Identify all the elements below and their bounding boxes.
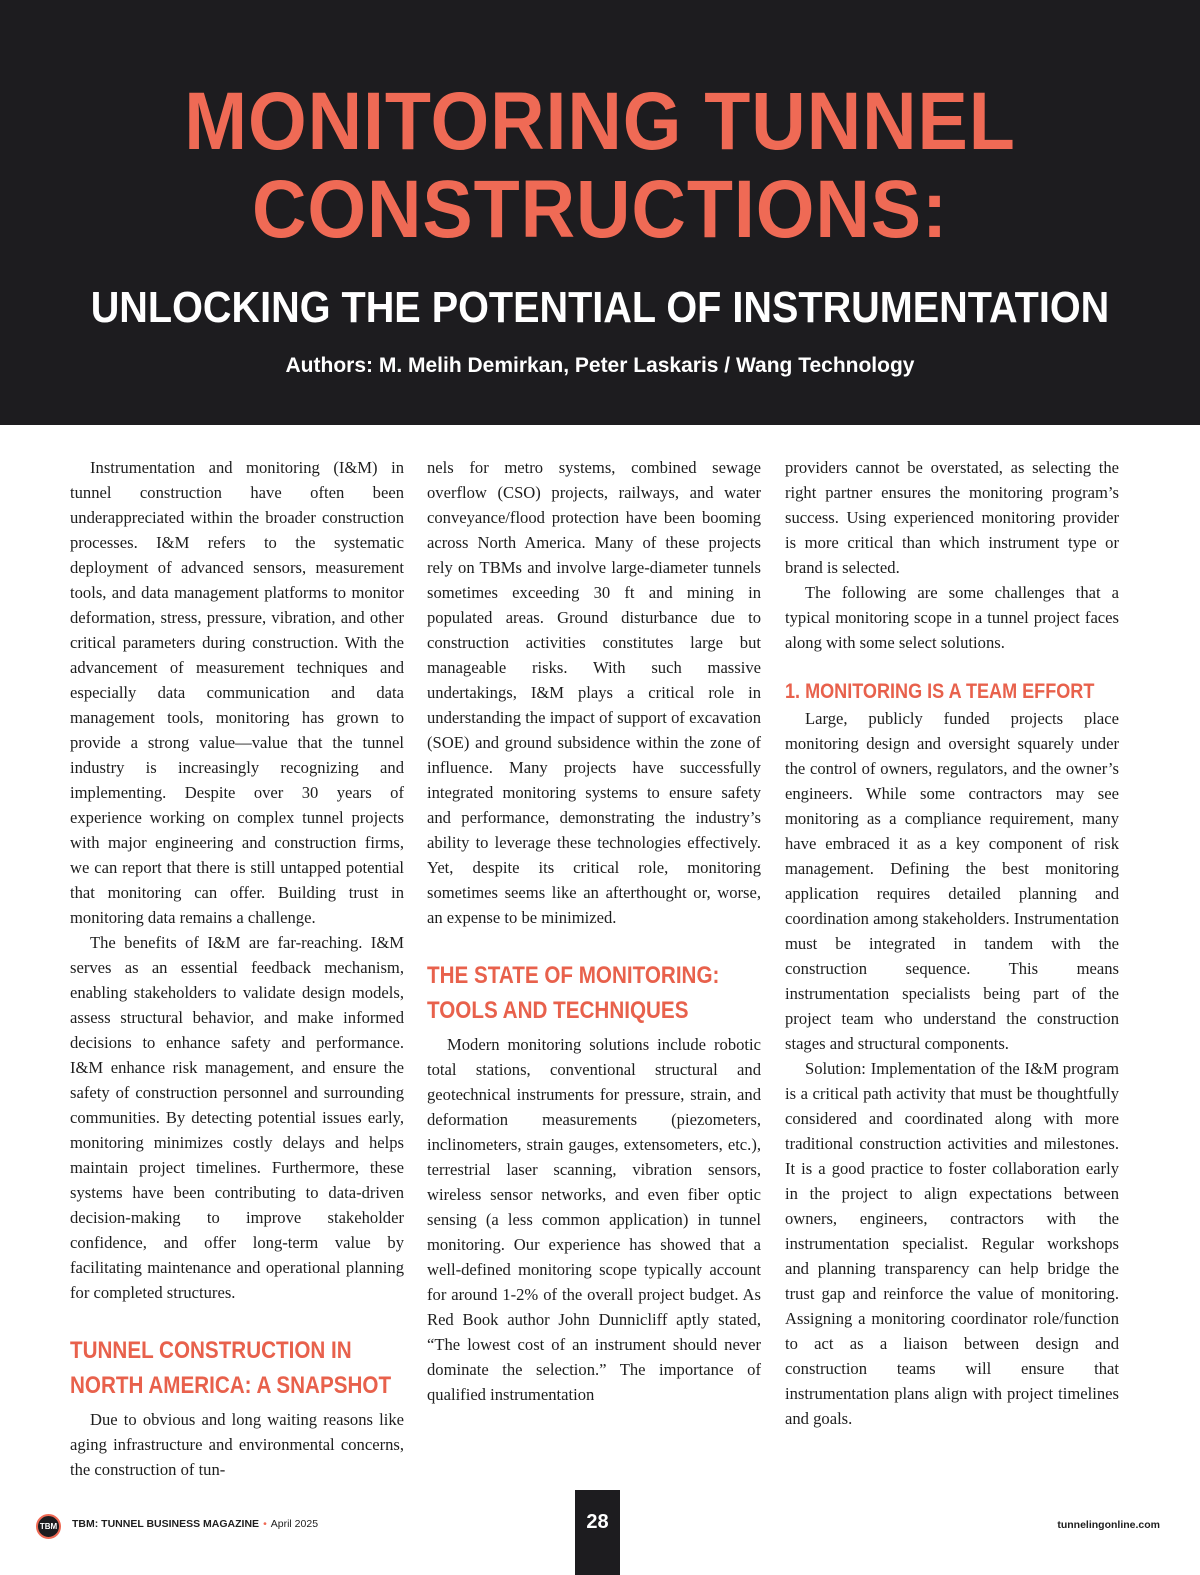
paragraph-snapshot-start: Due to obvious and long waiting reasons like aging infrastructure and environmental concerns, the construction of tun- [70, 1410, 404, 1479]
tbm-logo-icon: TBM [36, 1514, 61, 1539]
separator-dot: • [263, 1518, 267, 1530]
section-heading-state-of-monitoring [427, 958, 720, 1028]
paragraph-snapshot-cont: nels for metro systems, combined sewage overflow (CSO) projects, railways, and water conveyance/flood protection have been booming across North America. Many of these projects rely on TBMs and involve large-diameter tunnels sometimes exceeding 30 ft and mining in populated areas. Ground disturbance due to construction activities constitutes large but manageable risks. With such massive undertakings, I&M plays a critical role in understanding the impact of support of excavation (SOE) and ground subsidence within the zone of influence. Many projects have successfully integrated monitoring systems to ensure safety and performance, demonstrating the industry’s ability to leverage these technologies effectively. Yet, despite its critical role, monitoring sometimes seems like an afterthought or, worse, an expense to be minimized. [427, 458, 761, 927]
magazine-name: TBM: TUNNEL BUSINESS MAGAZINE [72, 1518, 260, 1530]
issue-date: April 2025 [270, 1518, 319, 1530]
heading-line: NORTH AMERICA: A SNAPSHOT [70, 1372, 392, 1399]
article-header [0, 0, 1200, 425]
page-footer [0, 1490, 1200, 1575]
paragraph-benefits: The benefits of I&M are far-reaching. I&M serves as an essential feedback mechanism, enabling stakeholders to validate design models, assess structural behavior, and make informed decisions to enhance safety and performance. I&M enhance risk management, and ensure the safety of construction personnel and surrounding communities. By detecting potential issues early, monitoring minimizes costly delays and helps maintain project timelines. Furthermore, these systems have been contributing to data-driven decision-making to improve stakeholder confidence, and offer long-term value by facilitating maintenance and operational planning for completed structures. [70, 933, 404, 1302]
column-1 [70, 455, 404, 1482]
article-authors: Authors: M. Melih Demirkan, Peter Laskaris / Wang Technology [285, 354, 915, 377]
paragraph-challenges: The following are some challenges that a typical monitoring scope in a tunnel project faces along with some select solutions. [785, 583, 1119, 652]
column-3 [785, 455, 1119, 1431]
heading-line: TOOLS AND TECHNIQUES [427, 997, 689, 1024]
heading-line: TUNNEL CONSTRUCTION IN [70, 1337, 352, 1364]
paragraph-team-effort: Large, publicly funded projects place monitoring design and oversight squarely under the control of owners, regulators, and the owner’s engineers. While some contractors may see monitoring as a compliance requirement, many have embraced it as a key component of risk management. Defining the best monitoring application requires detailed planning and coordination among stakeholders. Instrumentation must be integrated in tandem with the construction sequence. This means instrumentation specialists being part of the project team who understand the construction stages and structural components. [785, 709, 1119, 1053]
column-2 [427, 455, 761, 1407]
article-subtitle: UNLOCKING THE POTENTIAL OF INSTRUMENTATION [90, 283, 1110, 332]
page-number: 28 [575, 1490, 620, 1575]
website-url: tunnelingonline.com [1057, 1519, 1160, 1531]
paragraph-intro: Instrumentation and monitoring (I&M) in tunnel construction have often been underappreciated within the broader construction processes. I&M refers to the systematic deployment of advanced sensors, measurement tools, and data management platforms to monitor deformation, stress, pressure, vibration, and other critical parameters during construction. With the advancement of measurement techniques and especially data communication and data management tools, monitoring has grown to provide a strong value—value that the tunnel industry is increasingly recognizing and implementing. Despite over 30 years of experience working on complex tunnel projects with major engineering and construction firms, we can report that there is still untapped potential that monitoring can offer. Building trust in monitoring data remains a challenge. [70, 458, 404, 927]
paragraph-tools-start: Modern monitoring solutions include robotic total stations, conventional structural and geotechnical instruments for pressure, strain, and deformation measurements (piezometers, inclinometers, strain gauges, extensometers, etc.), terrestrial laser scanning, vibration sensors, wireless sensor networks, and even fiber optic sensing (a less common application) in tunnel monitoring. Our experience has showed that a well-defined monitoring scope typically account for around 1-2% of the overall project budget. As Red Book author John Dunnicliff aptly stated, “The lowest cost of an instrument should never dominate the selection.” The importance of qualified instrumentation [427, 1035, 761, 1404]
magazine-info [72, 1516, 318, 1532]
title-line-2: CONSTRUCTIONS: [251, 164, 949, 255]
section-heading-north-america [70, 1333, 392, 1403]
paragraph-tools-cont: providers cannot be overstated, as selecting the right partner ensures the monitoring program’s success. Using experienced monitoring provider is more critical than which instrument type or brand is selected. [785, 458, 1119, 577]
heading-line: THE STATE OF MONITORING: [427, 962, 720, 989]
section-heading-team-effort: 1. MONITORING IS A TEAM EFFORT [785, 680, 1095, 703]
article-title [48, 78, 1152, 254]
paragraph-solution: Solution: Implementation of the I&M program is a critical path activity that must be thoughtfully considered and coordinated along with more traditional construction activities and milestones. It is a good practice to foster collaboration early in the project to align expectations between owners, engineers, contractors with the instrumentation specialist. Regular workshops and planning transparency can help bridge the trust gap and reinforce the value of monitoring. Assigning a monitoring coordinator role/function to act as a liaison between design and construction teams will ensure that instrumentation plans align with project timelines and goals. [785, 1059, 1119, 1428]
title-line-1: MONITORING TUNNEL [184, 76, 1016, 167]
